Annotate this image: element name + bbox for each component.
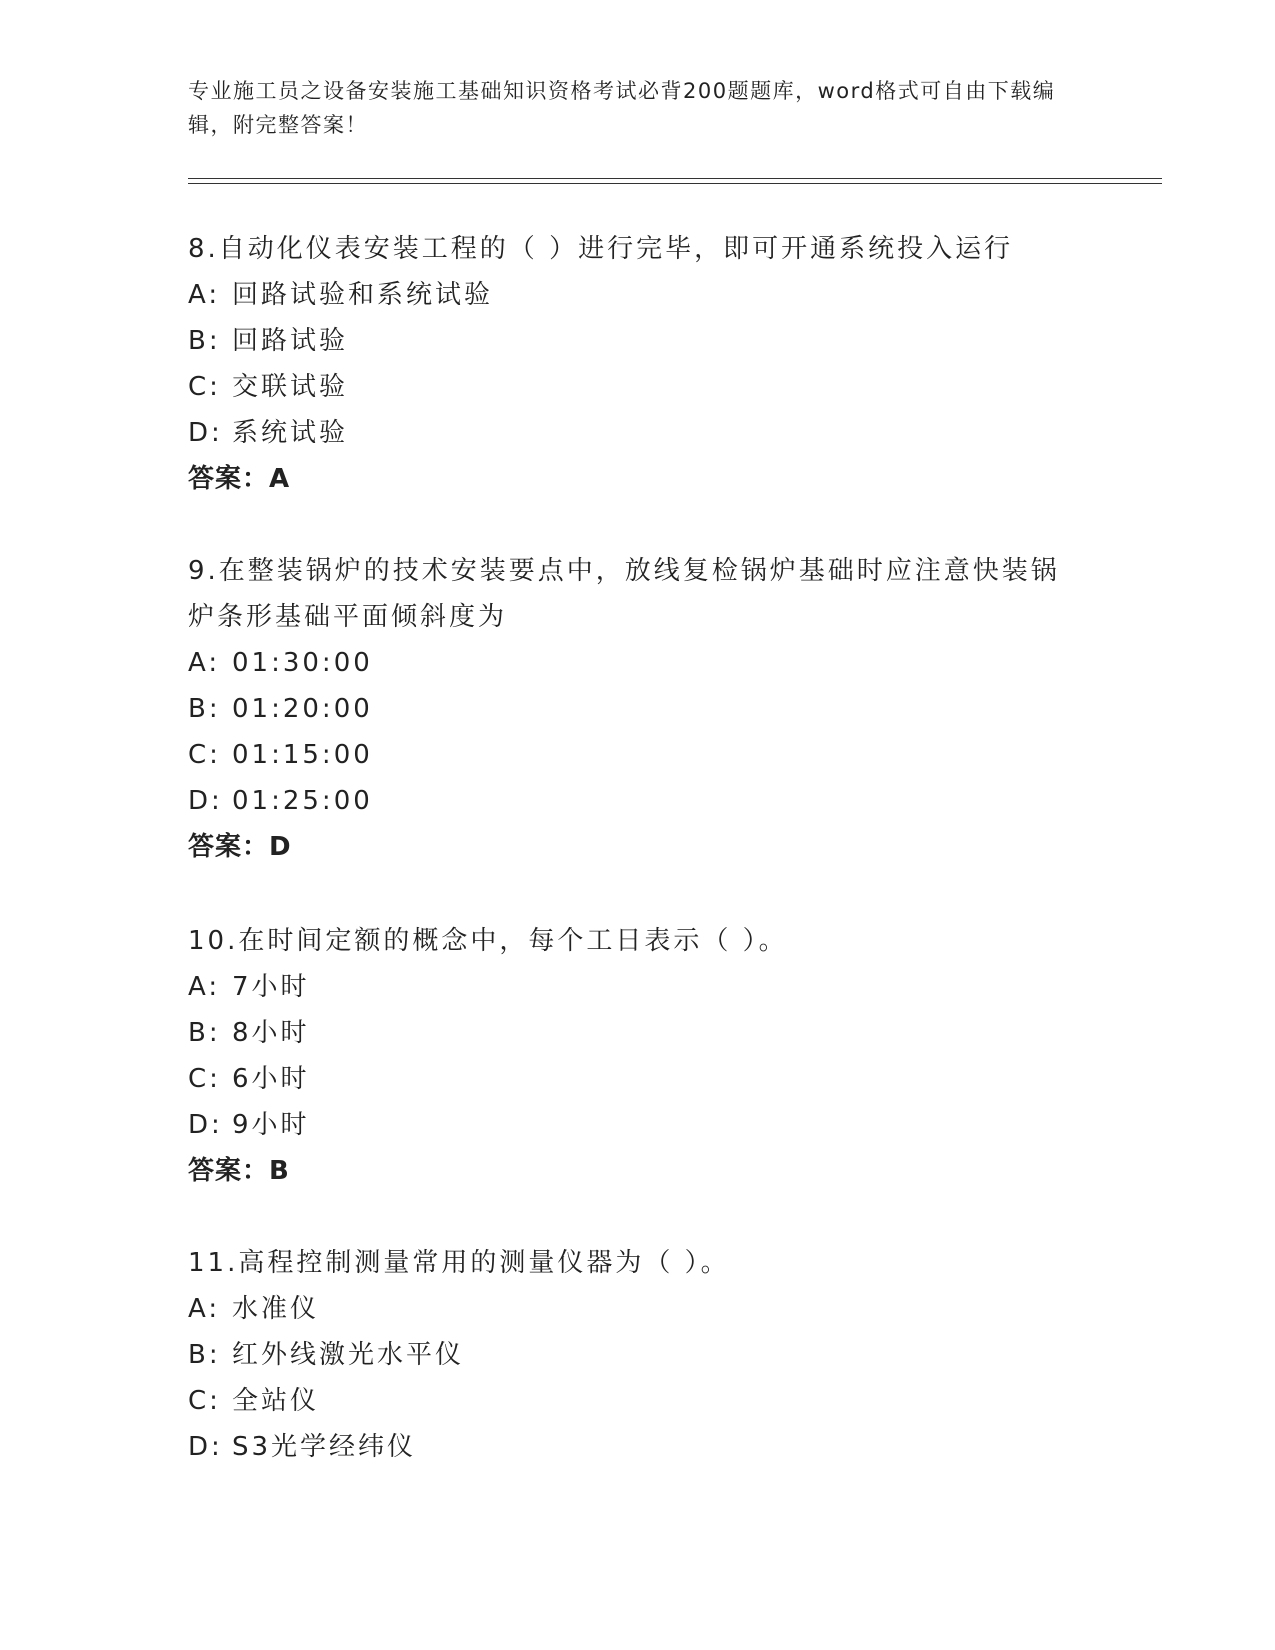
option-key: C: bbox=[188, 1386, 221, 1416]
option-text: 红外线激光水平仪 bbox=[232, 1340, 465, 1370]
option-key: C: bbox=[188, 372, 221, 402]
option-key: D: bbox=[188, 1110, 223, 1140]
option-text: 9小时 bbox=[232, 1110, 310, 1140]
option-key: D: bbox=[188, 418, 223, 448]
option-text: 水准仪 bbox=[232, 1294, 320, 1324]
header-divider-top bbox=[188, 178, 1162, 179]
option-text: 7小时 bbox=[232, 972, 310, 1002]
option-d bbox=[188, 1424, 1108, 1470]
option-text: 全站仪 bbox=[232, 1386, 320, 1416]
option-text: 交联试验 bbox=[232, 372, 349, 402]
question-stem: 8.自动化仪表安装工程的（ ）进行完毕，即可开通系统投入运行 bbox=[188, 234, 1014, 264]
option-c bbox=[188, 364, 1108, 410]
option-key: B: bbox=[188, 326, 221, 356]
question-stem: 10.在时间定额的概念中，每个工日表示（ ）。 bbox=[188, 926, 788, 956]
option-c bbox=[188, 1056, 1108, 1102]
option-text: S3光学经纬仪 bbox=[232, 1432, 417, 1462]
option-a bbox=[188, 964, 1108, 1010]
question-stem: 11.高程控制测量常用的测量仪器为（ ）。 bbox=[188, 1248, 730, 1278]
option-a bbox=[188, 272, 1108, 318]
option-key: C: bbox=[188, 740, 221, 770]
option-key: A: bbox=[188, 648, 221, 678]
option-text: 系统试验 bbox=[232, 418, 349, 448]
header-divider-bottom bbox=[188, 183, 1162, 184]
answer-label: 答案：D bbox=[188, 832, 292, 862]
question-11 bbox=[188, 1240, 1108, 1470]
question-stem: 9.在整装锅炉的技术安装要点中，放线复检锅炉基础时应注意快装锅炉条形基础平面倾斜度为 bbox=[188, 556, 1060, 632]
option-key: C: bbox=[188, 1064, 221, 1094]
answer-label: 答案：A bbox=[188, 464, 291, 494]
option-b bbox=[188, 318, 1108, 364]
option-key: D: bbox=[188, 786, 223, 816]
option-a bbox=[188, 1286, 1108, 1332]
option-d bbox=[188, 410, 1108, 456]
option-key: B: bbox=[188, 1340, 221, 1370]
option-text: 01:15:00 bbox=[232, 740, 373, 770]
option-b bbox=[188, 686, 1108, 732]
option-key: B: bbox=[188, 1018, 221, 1048]
answer-label: 答案：B bbox=[188, 1156, 290, 1186]
option-text: 6小时 bbox=[232, 1064, 310, 1094]
option-b bbox=[188, 1010, 1108, 1056]
option-key: A: bbox=[188, 972, 221, 1002]
option-c bbox=[188, 1378, 1108, 1424]
option-key: D: bbox=[188, 1432, 223, 1462]
option-d bbox=[188, 778, 1108, 824]
option-key: B: bbox=[188, 694, 221, 724]
question-8 bbox=[188, 226, 1108, 502]
option-key: A: bbox=[188, 280, 221, 310]
option-text: 01:20:00 bbox=[232, 694, 373, 724]
document-header: 专业施工员之设备安装施工基础知识资格考试必背200题题库，word格式可自由下载编辑，附完整答案！ bbox=[188, 79, 1056, 137]
option-a bbox=[188, 640, 1108, 686]
option-b bbox=[188, 1332, 1108, 1378]
option-d bbox=[188, 1102, 1108, 1148]
option-key: A: bbox=[188, 1294, 221, 1324]
option-text: 回路试验 bbox=[232, 326, 349, 356]
question-10 bbox=[188, 918, 1108, 1194]
option-c bbox=[188, 732, 1108, 778]
question-9 bbox=[188, 548, 1108, 870]
option-text: 01:25:00 bbox=[232, 786, 373, 816]
option-text: 01:30:00 bbox=[232, 648, 373, 678]
option-text: 回路试验和系统试验 bbox=[232, 280, 494, 310]
option-text: 8小时 bbox=[232, 1018, 310, 1048]
